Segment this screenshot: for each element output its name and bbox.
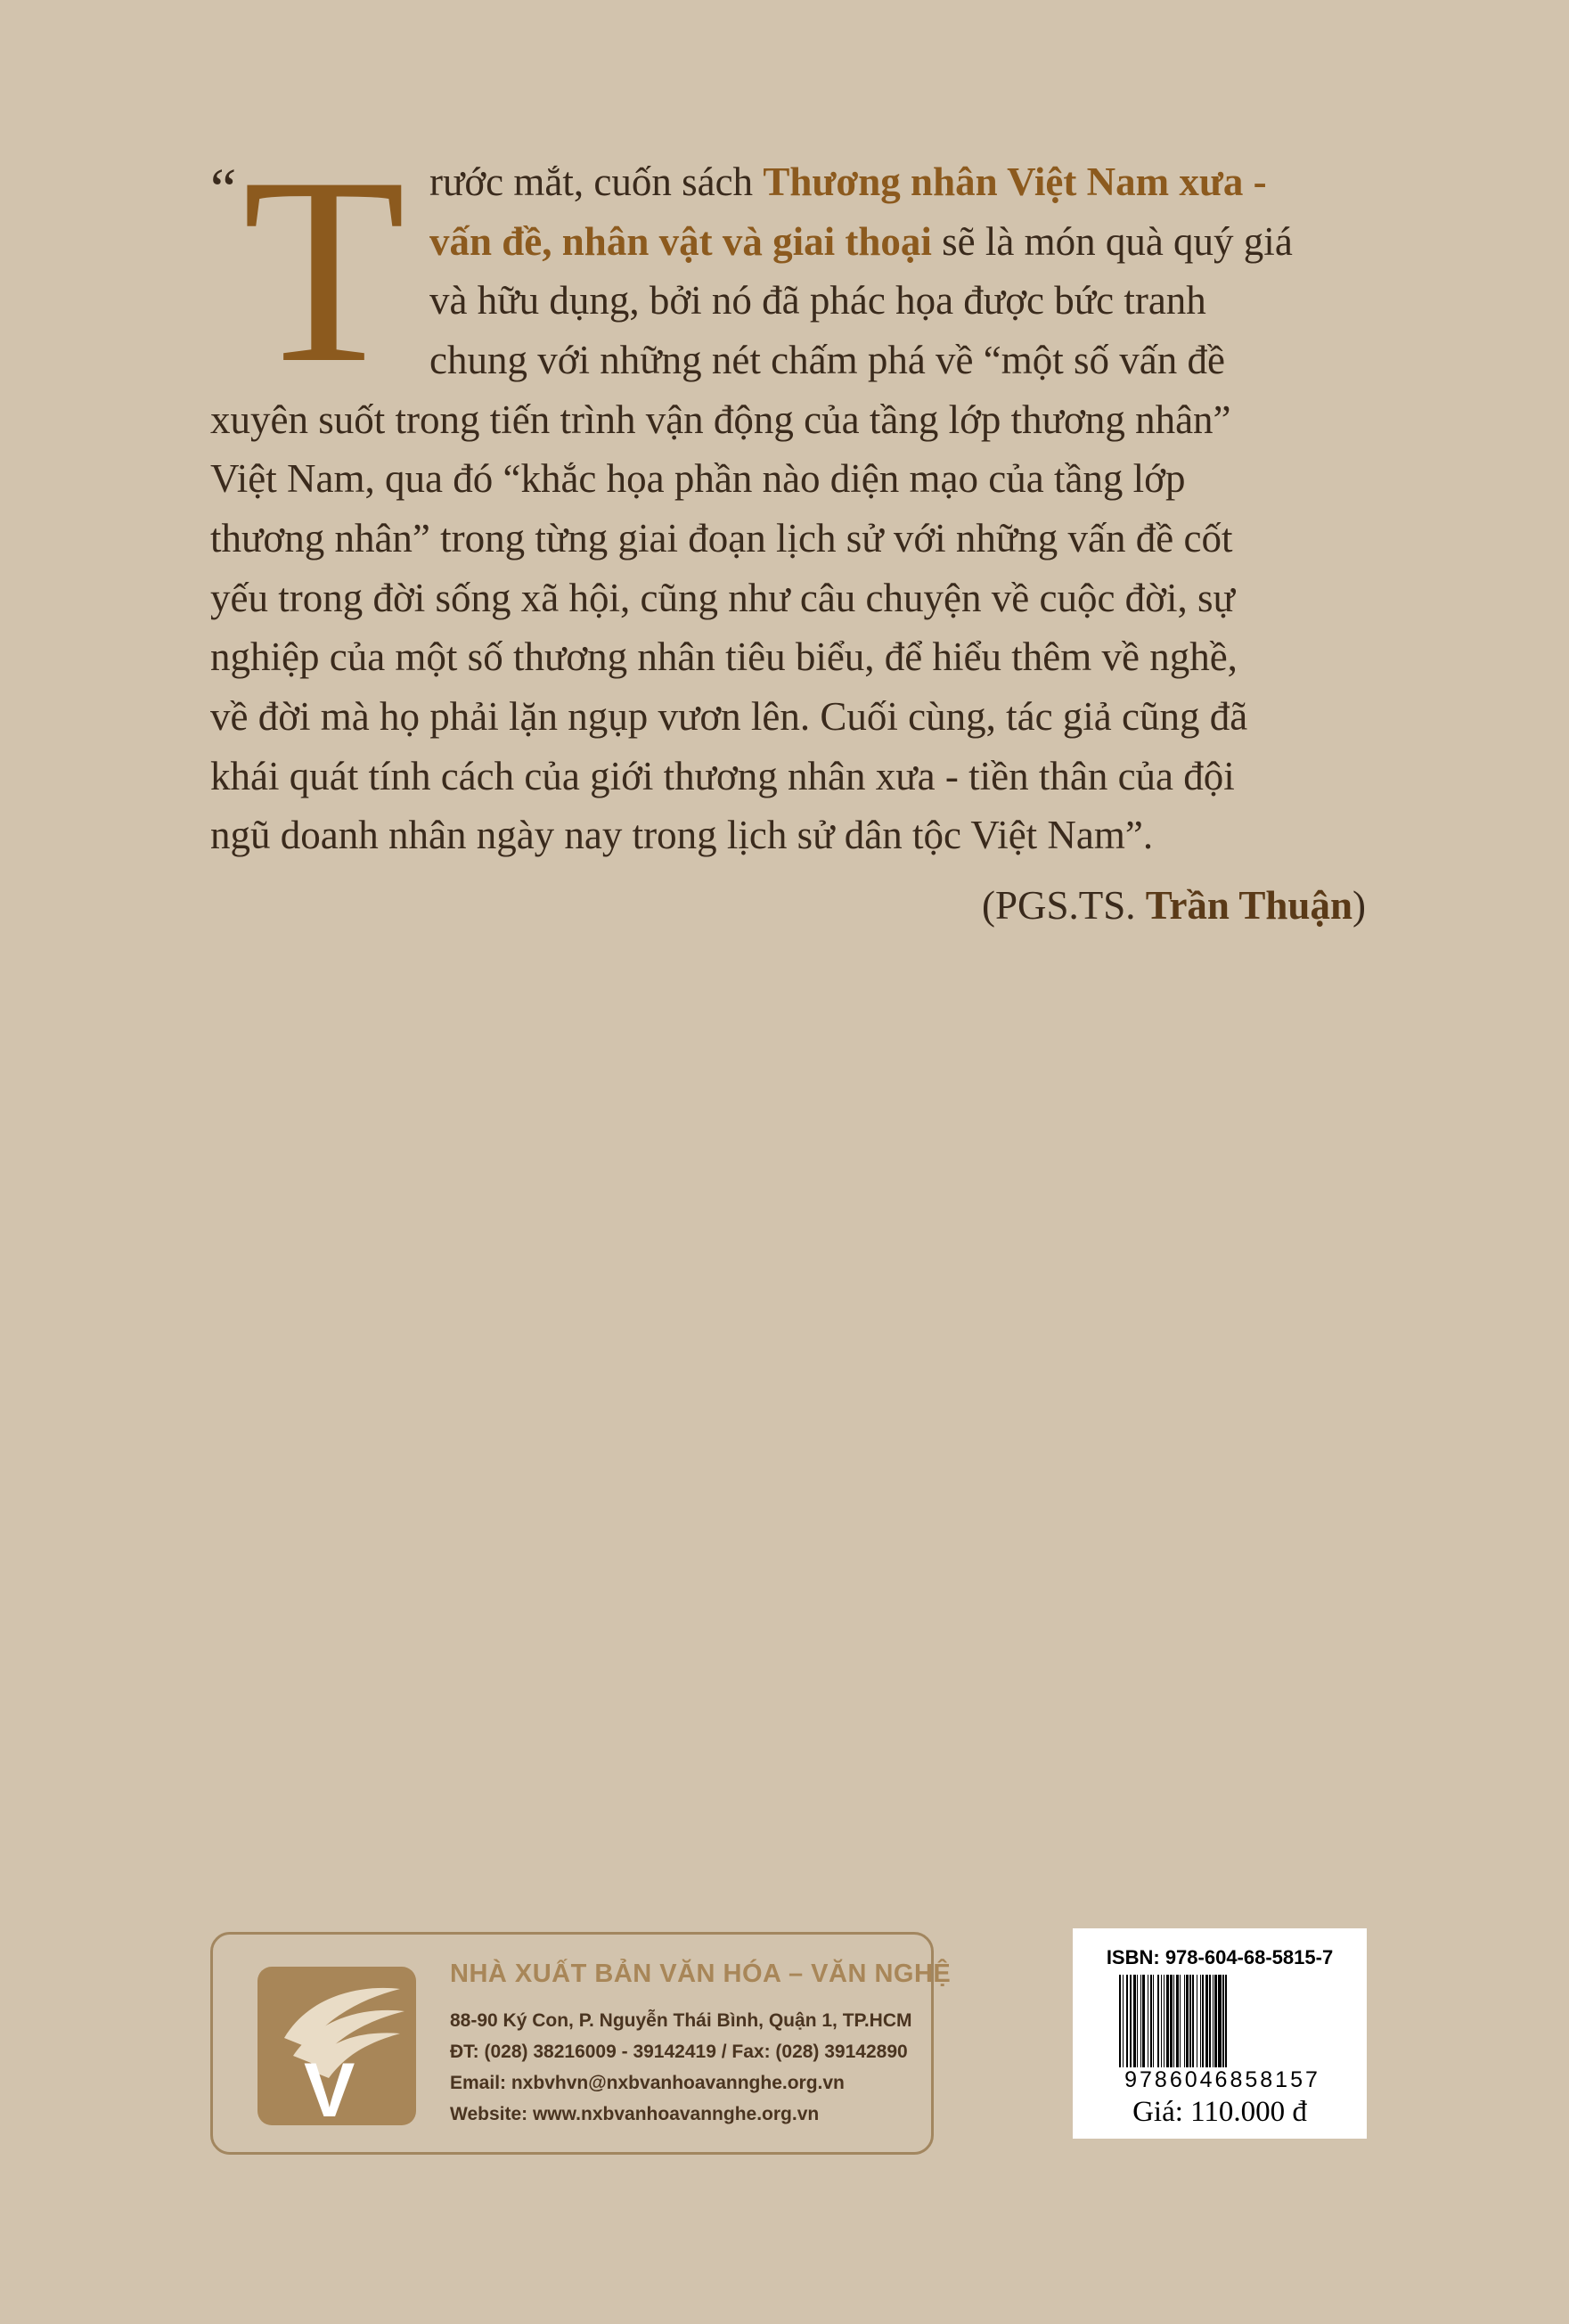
book-title-part-1: Thương nhân Việt Nam xưa - — [763, 160, 1267, 204]
publisher-logo — [257, 1967, 416, 2125]
publisher-info — [450, 1960, 951, 2130]
blurb-line-6: Việt Nam, qua đó “khắc họa phần nào diện mạo của tầng lớp — [210, 456, 1186, 501]
blurb-line-7: thương nhân” trong từng giai đoạn lịch sử với những vấn đề cốt — [210, 516, 1233, 561]
opening-quote-mark: “ — [210, 157, 237, 222]
blurb-line-5: xuyên suốt trong tiến trình vận động của tầng lớp thương nhân” — [210, 397, 1231, 442]
blurb-line-3: và hữu dụng, bởi nó đã phác họa được bức tranh — [429, 278, 1206, 323]
price-label: Giá: 110.000 đ — [1132, 2096, 1307, 2128]
blurb-line-4: chung với những nét chấm phá về “một số vấn đề — [429, 338, 1225, 382]
logo-letter: V — [304, 2048, 355, 2125]
blurb-line-1: rước mắt, cuốn sách Thương nhân Việt Nam xưa - — [429, 160, 1267, 204]
attribution: (PGS.TS. Trần Thuận) — [981, 883, 1366, 928]
barcode-bar — [1227, 1975, 1229, 2067]
attribution-name: Trần Thuận — [1145, 883, 1352, 928]
publisher-address: 88-90 Ký Con, P. Nguyễn Thái Bình, Quận 1, TP.HCM — [450, 2010, 912, 2031]
book-title-part-2: vấn đề, nhân vật và giai thoại — [429, 219, 932, 264]
barcode-digits: 9786046858157 — [1124, 2067, 1320, 2092]
barcode-bars — [1119, 1975, 1335, 2067]
publisher-website: Website: www.nxbvanhoavannghe.org.vn — [450, 2104, 820, 2124]
blurb-line-8: yếu trong đời sống xã hội, cũng như câu chuyện về cuộc đời, sự — [210, 576, 1235, 620]
drop-cap: T — [242, 122, 406, 418]
publisher-phone: ĐT: (028) 38216009 - 39142419 / Fax: (028) 39142890 — [450, 2042, 908, 2062]
publisher-name: NHÀ XUẤT BẢN VĂN HÓA – VĂN NGHỆ — [450, 1960, 952, 1988]
blurb-line-10: về đời mà họ phải lặn ngụp vươn lên. Cuối cùng, tác giả cũng đã — [210, 694, 1248, 739]
publisher-box — [210, 1932, 952, 2155]
blurb-line-11: khái quát tính cách của giới thương nhân xưa - tiền thân của đội — [210, 754, 1235, 798]
barcode-card — [1073, 1928, 1367, 2139]
blurb-line-9: nghiệp của một số thương nhân tiêu biểu, để hiểu thêm về nghề, — [210, 634, 1238, 679]
isbn-label: ISBN: 978-604-68-5815-7 — [1106, 1946, 1334, 1968]
publisher-email: Email: nxbvhvn@nxbvanhoavannghe.org.vn — [450, 2073, 845, 2093]
blurb-line-2: vấn đề, nhân vật và giai thoại sẽ là món quà quý giá — [429, 219, 1293, 264]
blurb-line-12: ngũ doanh nhân ngày nay trong lịch sử dân tộc Việt Nam”. — [210, 813, 1154, 857]
